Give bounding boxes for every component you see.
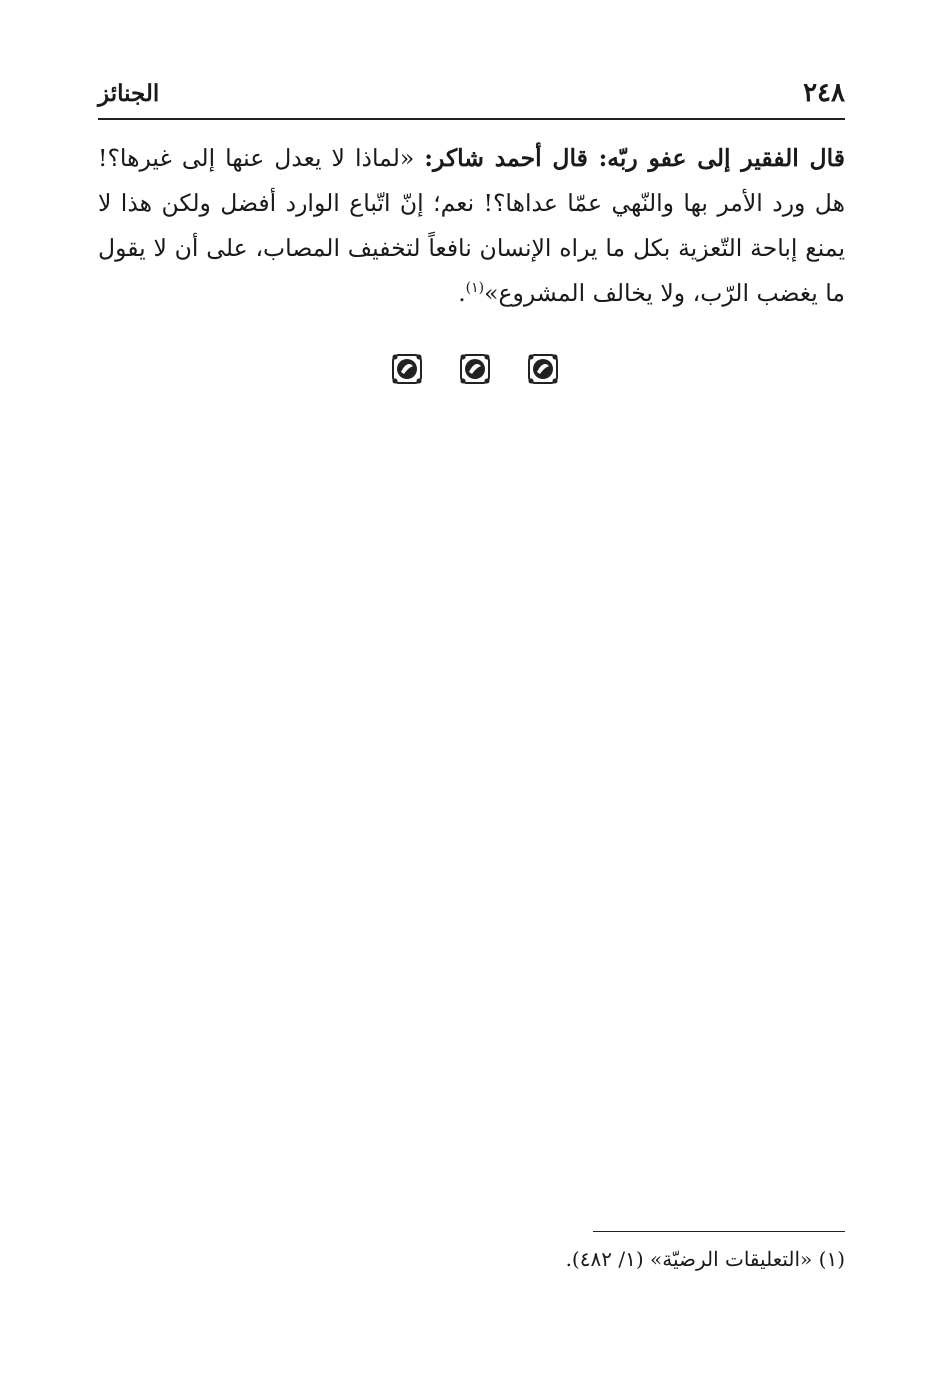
page-number: ٢٤٨ — [803, 78, 845, 108]
paragraph-end: . — [458, 279, 466, 307]
page-header — [98, 78, 845, 112]
running-title: الجنائز — [98, 80, 160, 107]
header-divider — [98, 118, 845, 120]
section-end-ornaments — [0, 352, 950, 392]
floral-ornament-icon — [526, 352, 560, 386]
floral-ornament-icon — [390, 352, 424, 386]
footnote: (١) «التعليقات الرضيّة» (١/ ٤٨٢). — [565, 1247, 845, 1271]
floral-ornament-icon — [458, 352, 492, 386]
footnote-divider — [593, 1231, 845, 1232]
paragraph-quote: «لماذا لا يعدل عنها إلى غيرها؟! هل ورد الأمر بها والنّهي عمّا عداها؟! نعم؛ إنّ اتّباع الوارد أفضل ولكن هذا لا يمنع إباحة التّعزية بكل ما يراه الإنسان نافعاً لتخفيف المصاب، على أن لا يقول ما يغضب الرّب، ولا يخالف المشروع» — [98, 144, 845, 307]
footnote-reference: (١) — [465, 280, 485, 297]
paragraph-lead: قال الفقير إلى عفو ربّه: قال أحمد شاكر: — [424, 144, 846, 172]
body-paragraph — [98, 136, 845, 316]
